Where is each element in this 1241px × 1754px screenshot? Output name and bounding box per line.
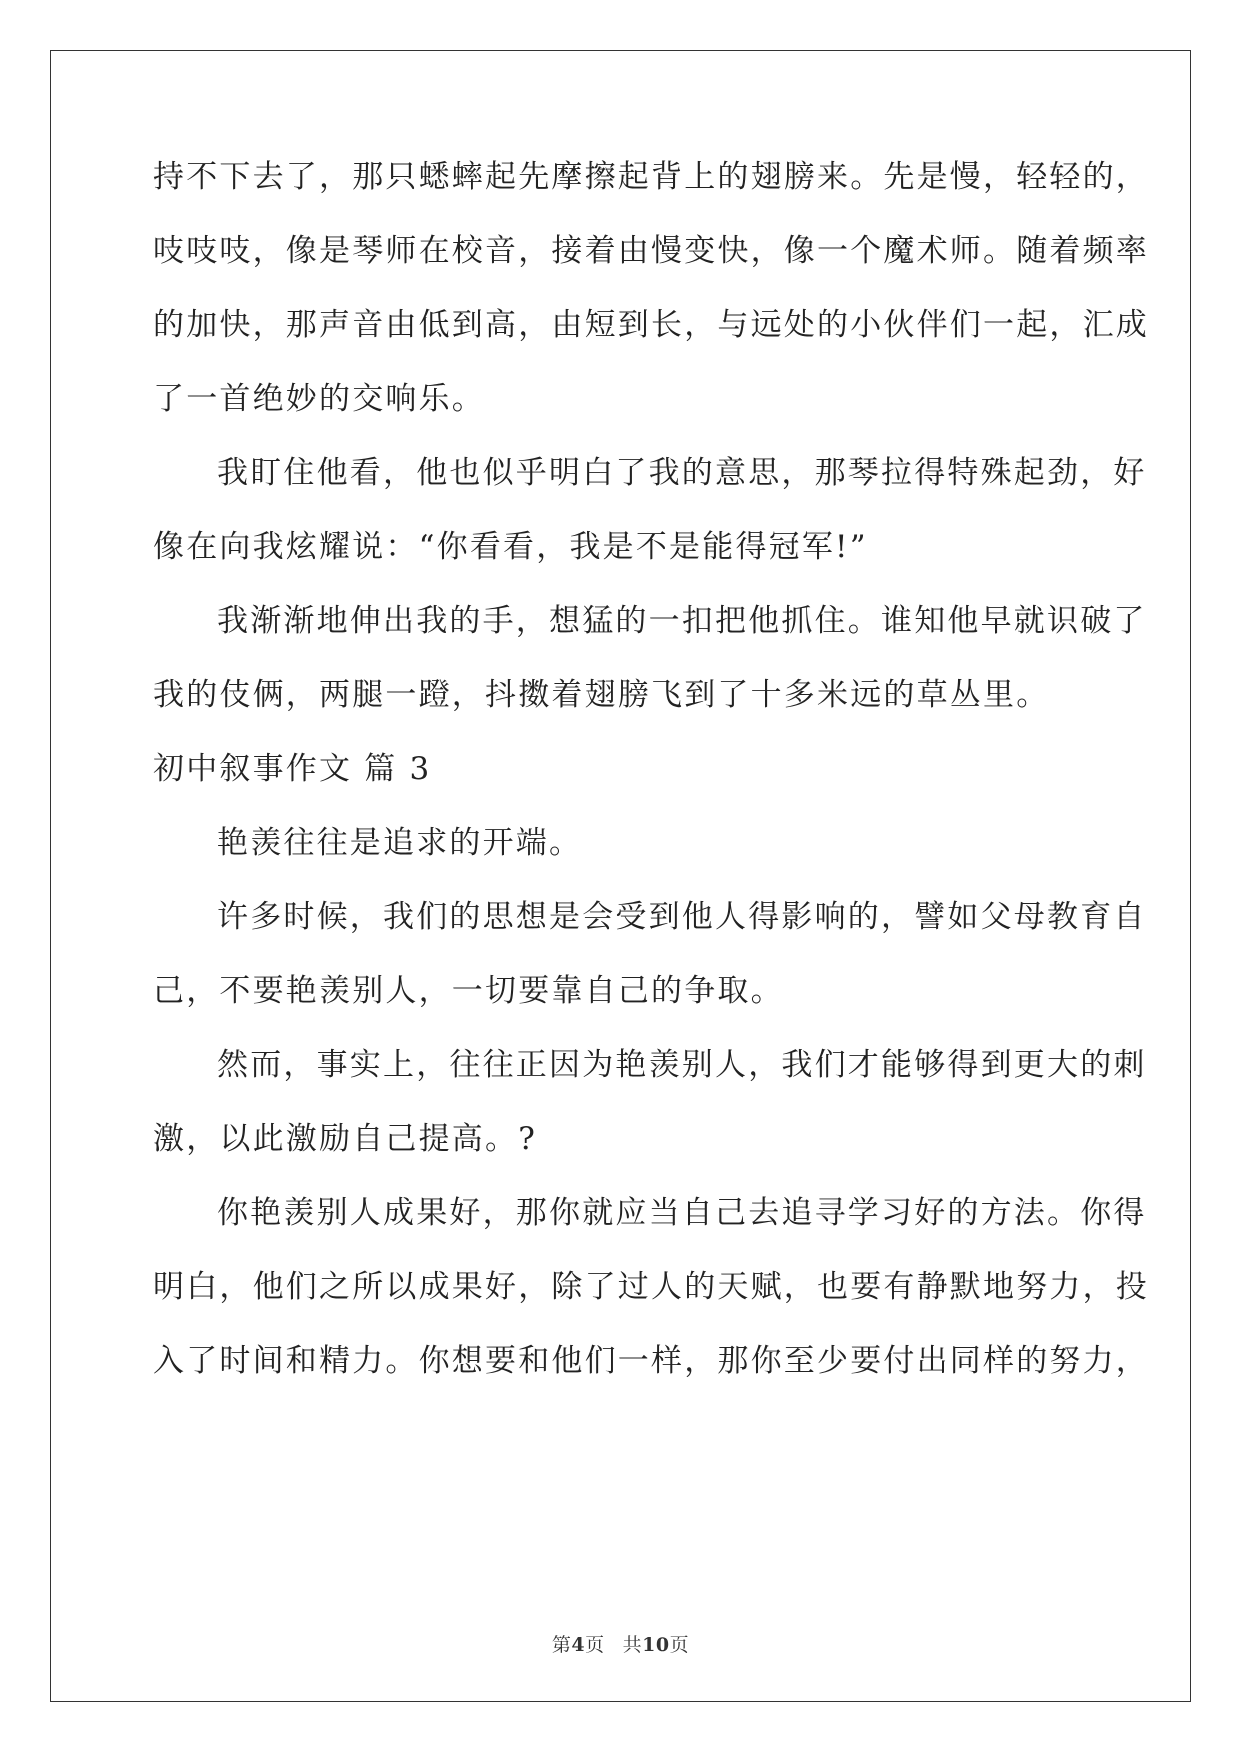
page-border <box>50 50 1191 1702</box>
text-line: 的加快，那声音由低到高，由短到长，与远处的小伙伴们一起，汇成 <box>153 307 1149 343</box>
text-line: 激，以此激励自己提高。? <box>153 1121 538 1157</box>
text-line: 像在向我炫耀说：“你看看，我是不是能得冠军!” <box>153 529 868 565</box>
text-line: 我的伎俩，两腿一蹬，抖擞着翅膀飞到了十多米远的草丛里。 <box>153 677 1050 713</box>
text-line: 然而，事实上，往往正因为艳羡别人，我们才能够得到更大的刺 <box>217 1047 1147 1083</box>
text-line: 你艳羡别人成果好，那你就应当自己去追寻学习好的方法。你得 <box>217 1195 1147 1231</box>
footer-page-unit: 页 <box>585 1634 605 1656</box>
text-line: 持不下去了，那只蟋蟀起先摩擦起背上的翅膀来。先是慢，轻轻的， <box>153 159 1149 195</box>
footer-total-prefix: 共 <box>622 1634 643 1656</box>
total-page-number: 10 <box>642 1634 670 1656</box>
current-page-number: 4 <box>571 1634 586 1656</box>
text-line: 我盯住他看，他也似乎明白了我的意思，那琴拉得特殊起劲，好 <box>217 455 1147 491</box>
section-heading: 初中叙事作文 篇 3 <box>153 751 432 787</box>
footer-prefix: 第 <box>551 1634 572 1656</box>
page-footer <box>0 1630 1241 1657</box>
text-line: 了一首绝妙的交响乐。 <box>153 381 485 417</box>
text-line: 艳羡往往是追求的开端。 <box>217 825 583 861</box>
footer-total-unit: 页 <box>669 1634 690 1656</box>
text-line: 我渐渐地伸出我的手，想猛的一扣把他抓住。谁知他早就识破了 <box>217 603 1147 639</box>
text-line: 入了时间和精力。你想要和他们一样，那你至少要付出同样的努力， <box>153 1343 1149 1379</box>
text-line: 明白，他们之所以成果好，除了过人的天赋，也要有静默地努力，投 <box>153 1269 1149 1305</box>
text-line: 吱吱吱，像是琴师在校音，接着由慢变快，像一个魔术师。随着频率 <box>153 233 1149 269</box>
text-line: 许多时候，我们的思想是会受到他人得影响的，譬如父母教育自 <box>217 899 1147 935</box>
text-line: 己，不要艳羡别人，一切要靠自己的争取。 <box>153 973 784 1009</box>
